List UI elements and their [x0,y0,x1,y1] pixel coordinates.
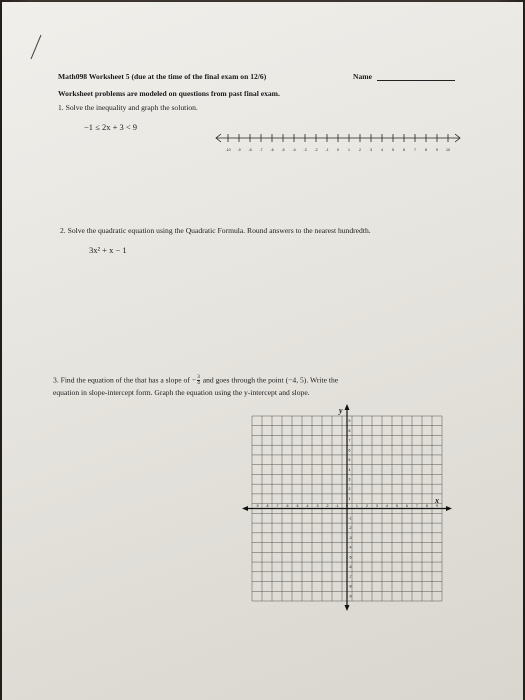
number-line-tick-label: -2 [314,148,318,152]
number-line-tick-label: -5 [281,148,285,152]
x-tick-label: 7 [416,504,418,508]
x-tick-label: -7 [275,504,279,508]
x-tick-label: -3 [315,504,319,508]
problem-1-inequality: −1 ≤ 2x + 3 < 9 [84,122,138,132]
x-tick-label: 1 [356,504,358,508]
y-tick-label: -4 [348,545,352,550]
number-line-tick-label: -8 [248,148,252,152]
y-tick-label: 5 [348,458,351,463]
y-tick-label: 6 [348,448,351,453]
number-line-tick-label: -9 [237,148,241,152]
problem-3-prompt-start: 3. Find the equation of the that has a slope of − [53,375,197,385]
x-tick-label: 6 [406,504,408,508]
number-line-tick-label: 8 [425,148,427,152]
number-line-tick-label: -3 [303,148,307,152]
y-tick-label: 4 [348,467,351,472]
x-tick-label: -8 [265,504,269,508]
problem-2-expression: 3x² + x − 1 [89,245,127,255]
x-axis-arrow-right-icon [446,506,452,511]
x-tick-label: -5 [295,504,299,508]
y-tick-label: -6 [348,565,352,570]
y-tick-label: -7 [348,574,352,579]
number-line-tick-label: 1 [348,148,350,152]
problem-1-prompt: 1. Solve the inequality and graph the solution. [58,103,198,112]
y-tick-label: -2 [348,526,352,531]
x-tick-label: 8 [426,504,428,508]
y-axis-label: y [339,406,343,415]
y-tick-label: -1 [348,516,352,521]
worksheet-page [2,2,523,700]
number-line-tick-label: -6 [270,148,274,152]
x-tick-label: 9 [436,504,438,508]
y-tick-label: 2 [348,487,351,492]
problem-2-prompt: 2. Solve the quadratic equation using the Quadratic Formula. Round answers to the nearest hundredth. [60,226,371,235]
coordinate-grid[interactable] [252,416,442,601]
number-line-tick-label: 7 [414,148,416,152]
y-tick-label: -8 [348,584,352,589]
number-line-tick-label: -4 [292,148,296,152]
x-tick-label: 0 [346,504,348,508]
name-label: Name [353,72,372,81]
y-axis-arrow-up-icon [345,404,350,410]
number-line-tick-label: 5 [392,148,394,152]
number-line-tick-label: 6 [403,148,405,152]
number-line-tick-label: 10 [446,148,450,152]
problem-3-prompt-line1 [53,375,338,386]
pencil-slash-mark [30,34,42,60]
x-tick-label: -6 [285,504,289,508]
x-tick-label: -2 [325,504,329,508]
x-tick-label: 2 [366,504,368,508]
y-tick-label: 1 [348,496,351,501]
x-axis-label: x [435,496,439,505]
slope-numerator: 3 [197,374,200,380]
number-line[interactable] [214,130,462,156]
slope-denominator: 4 [197,380,200,386]
number-line-tick-label: -7 [259,148,263,152]
y-tick-label: 9 [348,419,351,424]
y-tick-label: 7 [348,438,351,443]
x-tick-label: 3 [376,504,378,508]
worksheet-subtitle: Worksheet problems are modeled on questions from past final exam. [58,89,280,98]
worksheet-title: Math098 Worksheet 5 (due at the time of the final exam on 12/6) [58,72,267,81]
name-blank-line[interactable] [377,80,455,81]
number-line-tick-label: 9 [436,148,438,152]
y-axis-arrow-down-icon [345,605,350,611]
y-tick-label: -9 [348,594,352,599]
x-tick-label: 5 [396,504,398,508]
number-line-tick-label: 3 [370,148,372,152]
number-line-tick-label: -1 [325,148,329,152]
x-tick-label: -9 [255,504,259,508]
x-tick-label: 4 [386,504,388,508]
x-tick-label: -4 [305,504,309,508]
number-line-tick-label: -10 [225,148,231,152]
problem-3-prompt-end: and goes through the point (−4, 5). Write the [200,375,339,385]
y-tick-label: -5 [348,555,352,560]
x-axis-arrow-left-icon [242,506,248,511]
number-line-tick-label: 4 [381,148,383,152]
y-tick-label: 8 [348,428,351,433]
number-line-tick-label: 2 [359,148,361,152]
number-line-tick-label: 0 [337,148,339,152]
y-tick-label: -3 [348,535,352,540]
x-tick-label: -1 [335,504,339,508]
problem-3-prompt-line2: equation in slope-intercept form. Graph the equation using the y-intercept and slope. [53,388,310,397]
y-tick-label: 3 [348,477,351,482]
slope-fraction [197,375,200,386]
